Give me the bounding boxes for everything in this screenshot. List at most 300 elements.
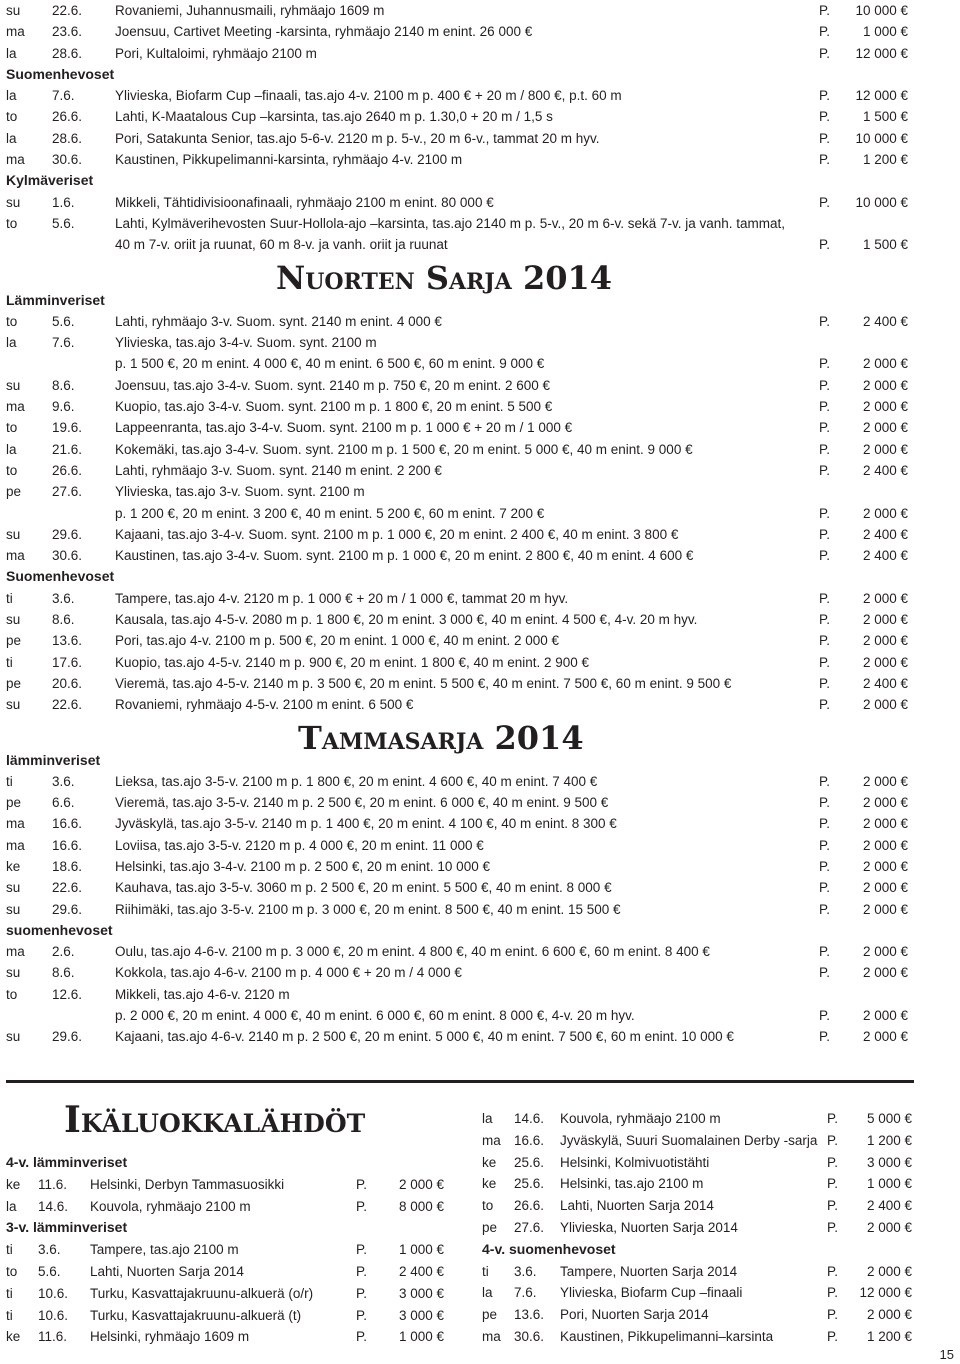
prize-amount: 2 000 € bbox=[862, 773, 908, 789]
prize-amount: 2 000 € bbox=[862, 901, 908, 917]
date: 8.6. bbox=[52, 612, 75, 628]
ikaluokka-left-column bbox=[6, 1152, 446, 1348]
date: 21.6. bbox=[52, 441, 83, 457]
weekday: su bbox=[6, 194, 21, 210]
race-description: Helsinki, Kolmivuotistähti bbox=[560, 1154, 710, 1170]
date: 22.6. bbox=[52, 880, 83, 896]
prize-amount: 2 000 € bbox=[862, 1029, 908, 1045]
race-row bbox=[6, 1283, 446, 1305]
date: 3.6. bbox=[52, 590, 75, 606]
prize-amount: 2 000 € bbox=[862, 420, 908, 436]
weekday: su bbox=[6, 901, 21, 917]
race-row bbox=[6, 652, 916, 673]
prize-label: P. bbox=[819, 505, 831, 521]
date: 7.6. bbox=[52, 88, 75, 104]
prize-label: P. bbox=[819, 3, 831, 18]
prize-label: P. bbox=[819, 901, 831, 917]
prize-amount: 2 000 € bbox=[398, 1176, 444, 1192]
race-description: Jyväskylä, Suuri Suomalainen Derby -sarja bbox=[560, 1132, 818, 1148]
prize-label: P. bbox=[819, 548, 831, 564]
section-heading: 4-v. suomenhevoset bbox=[482, 1240, 616, 1257]
weekday: ma bbox=[482, 1328, 501, 1344]
prize-amount: 1 000 € bbox=[398, 1242, 444, 1258]
prize-label: P. bbox=[819, 313, 831, 329]
prize-label: P. bbox=[356, 1285, 368, 1301]
race-row bbox=[6, 524, 916, 545]
series-title: Nuorten Sarja 2014 bbox=[276, 258, 613, 297]
prize-amount: 2 000 € bbox=[866, 1219, 912, 1235]
race-description: Vieremä, tas.ajo 4-5-v. 2140 m p. 3 500 €, 20 m enint. 5 500 €, 40 m enint. 7 500 €, 60 m enint. 9 500 € bbox=[115, 675, 732, 691]
race-description: Riihimäki, tas.ajo 3-5-v. 2100 m p. 3 000 €, 20 m enint. 8 500 €, 40 m enint. 15 500 € bbox=[115, 901, 621, 917]
weekday: to bbox=[6, 462, 18, 478]
race-row bbox=[482, 1304, 912, 1326]
prize-label: P. bbox=[356, 1307, 368, 1323]
prize-label: P. bbox=[827, 1176, 839, 1192]
race-row bbox=[6, 417, 916, 438]
divider-rule bbox=[6, 1080, 914, 1083]
prize-amount: 2 400 € bbox=[862, 462, 908, 478]
schedule-top bbox=[6, 0, 916, 1048]
race-description: Pori, Kultaloimi, ryhmäajo 2100 m bbox=[115, 45, 317, 61]
weekday: la bbox=[6, 130, 17, 146]
race-description: p. 1 200 €, 20 m enint. 3 200 €, 40 m enint. 5 200 €, 60 m enint. 7 200 € bbox=[115, 505, 545, 521]
prize-amount: 2 000 € bbox=[862, 441, 908, 457]
race-description: Kokemäki, tas.ajo 3-4-v. Suom. synt. 2100 m p. 1 500 €, 20 m enint. 5 000 €, 40 m enint. 9 000 € bbox=[115, 441, 693, 457]
date: 10.6. bbox=[38, 1307, 69, 1323]
race-row bbox=[6, 962, 916, 983]
prize-amount: 1 200 € bbox=[866, 1132, 912, 1148]
date: 16.6. bbox=[52, 837, 83, 853]
race-row bbox=[6, 332, 916, 353]
prize-amount: 1 200 € bbox=[862, 152, 908, 168]
race-row bbox=[6, 192, 916, 213]
race-row bbox=[6, 21, 916, 42]
prize-label: P. bbox=[819, 152, 831, 168]
race-row bbox=[6, 375, 916, 396]
weekday: su bbox=[6, 377, 21, 393]
race-row bbox=[6, 460, 916, 481]
prize-amount: 2 000 € bbox=[862, 356, 908, 372]
date: 30.6. bbox=[52, 152, 83, 168]
race-description: Tampere, tas.ajo 2100 m bbox=[90, 1242, 239, 1258]
date: 8.6. bbox=[52, 377, 75, 393]
race-description: Kouvola, ryhmäajo 2100 m bbox=[560, 1111, 721, 1126]
weekday: pe bbox=[482, 1307, 498, 1323]
prize-amount: 2 000 € bbox=[862, 505, 908, 521]
prize-amount: 2 400 € bbox=[862, 675, 908, 691]
prize-label: P. bbox=[819, 837, 831, 853]
weekday: ti bbox=[6, 773, 13, 789]
date: 19.6. bbox=[52, 420, 83, 436]
race-description: Lahti, K-Maatalous Cup –karsinta, tas.ajo 2640 m p. 1.30,0 + 20 m / 1,5 s bbox=[115, 109, 553, 125]
prize-amount: 1 000 € bbox=[862, 24, 908, 40]
race-description: Lahti, ryhmäajo 3-v. Suom. synt. 2140 m enint. 2 200 € bbox=[115, 462, 442, 478]
race-description: Lahti, Kylmäverihevosten Suur-Hollola-ajo –karsinta, tas.ajo 2140 m p. 5-v., 20 m 6-v. sekä 7-v. ja vanh. tammat, bbox=[115, 215, 786, 231]
race-row bbox=[6, 941, 916, 962]
prize-label: P. bbox=[819, 24, 831, 40]
date: 7.6. bbox=[52, 335, 75, 351]
race-description: Rovaniemi, Juhannusmaili, ryhmäajo 1609 m bbox=[115, 3, 385, 18]
race-row bbox=[6, 694, 916, 715]
date: 20.6. bbox=[52, 675, 83, 691]
race-row bbox=[6, 1174, 446, 1196]
prize-label: P. bbox=[827, 1285, 839, 1301]
race-row bbox=[6, 984, 916, 1005]
date: 14.6. bbox=[514, 1111, 545, 1126]
race-row bbox=[6, 609, 916, 630]
date: 6.6. bbox=[52, 795, 75, 811]
prize-amount: 12 000 € bbox=[855, 88, 908, 104]
race-description: Pori, tas.ajo 4-v. 2100 m p. 500 €, 20 m enint. 1 000 €, 40 m enint. 2 000 € bbox=[115, 633, 560, 649]
prize-label: P. bbox=[819, 420, 831, 436]
race-description: Kaustinen, Pikkupelimanni–karsinta bbox=[560, 1328, 774, 1344]
prize-label: P. bbox=[819, 1029, 831, 1045]
race-description: Kokkola, tas.ajo 4-6-v. 2100 m p. 4 000 € + 20 m / 4 000 € bbox=[115, 965, 462, 981]
weekday: to bbox=[6, 109, 18, 125]
race-row bbox=[6, 128, 916, 149]
race-description: Kaustinen, Pikkupelimanni-karsinta, ryhmäajo 4-v. 2100 m bbox=[115, 152, 463, 168]
race-row bbox=[482, 1326, 912, 1348]
prize-amount: 2 000 € bbox=[862, 965, 908, 981]
date: 3.6. bbox=[38, 1242, 61, 1258]
section-heading: Suomenhevoset bbox=[6, 65, 115, 82]
race-row bbox=[6, 813, 916, 834]
race-row bbox=[6, 1261, 446, 1283]
prize-label: P. bbox=[819, 377, 831, 393]
race-description: Tampere, Nuorten Sarja 2014 bbox=[560, 1263, 738, 1279]
prize-label: P. bbox=[819, 697, 831, 713]
weekday: su bbox=[6, 880, 21, 896]
race-description: Kuopio, tas.ajo 4-5-v. 2140 m p. 900 €, 20 m enint. 1 800 €, 40 m enint. 2 900 € bbox=[115, 654, 590, 670]
weekday: ma bbox=[6, 944, 25, 960]
race-row bbox=[6, 856, 916, 877]
date: 26.6. bbox=[52, 109, 83, 125]
race-row bbox=[6, 1326, 446, 1348]
prize-label: P. bbox=[819, 880, 831, 896]
race-description: Kajaani, tas.ajo 4-6-v. 2140 m p. 2 500 €, 20 m enint. 5 000 €, 40 m enint. 7 500 €, 60 m enint. 10 000 € bbox=[115, 1029, 734, 1045]
date: 5.6. bbox=[52, 215, 75, 231]
date: 9.6. bbox=[52, 399, 75, 415]
race-row bbox=[6, 85, 916, 106]
date: 11.6. bbox=[38, 1329, 68, 1345]
weekday: su bbox=[6, 1029, 21, 1045]
prize-amount: 1 000 € bbox=[866, 1176, 912, 1192]
race-description: Tampere, tas.ajo 4-v. 2120 m p. 1 000 € + 20 m / 1 000 €, tammat 20 m hyv. bbox=[115, 590, 569, 606]
race-row bbox=[6, 439, 916, 460]
prize-amount: 2 000 € bbox=[862, 654, 908, 670]
race-description: Vieremä, tas.ajo 3-5-v. 2140 m p. 2 500 €, 20 m enint. 6 000 €, 40 m enint. 9 500 € bbox=[115, 795, 609, 811]
prize-label: P. bbox=[819, 965, 831, 981]
prize-amount: 2 000 € bbox=[866, 1263, 912, 1279]
prize-label: P. bbox=[819, 462, 831, 478]
race-description: Pori, Nuorten Sarja 2014 bbox=[560, 1307, 709, 1323]
prize-label: P. bbox=[356, 1329, 368, 1345]
weekday: ti bbox=[6, 1285, 13, 1301]
prize-amount: 2 000 € bbox=[862, 697, 908, 713]
weekday: su bbox=[6, 697, 21, 713]
prize-label: P. bbox=[819, 795, 831, 811]
weekday: ma bbox=[482, 1132, 501, 1148]
race-description: Kaustinen, tas.ajo 3-4-v. Suom. synt. 2100 m p. 1 000 €, 20 m enint. 2 800 €, 40 m enint. 4 600 € bbox=[115, 548, 694, 564]
prize-amount: 2 400 € bbox=[862, 548, 908, 564]
prize-label: P. bbox=[819, 675, 831, 691]
race-row bbox=[6, 1239, 446, 1261]
section-heading: lämminveriset bbox=[6, 751, 101, 768]
date: 26.6. bbox=[514, 1198, 545, 1214]
prize-label: P. bbox=[819, 237, 831, 253]
race-description: Kouvola, ryhmäajo 2100 m bbox=[90, 1198, 251, 1214]
race-row bbox=[482, 1282, 912, 1304]
race-row bbox=[6, 1305, 446, 1327]
race-row bbox=[6, 588, 916, 609]
race-row bbox=[6, 630, 916, 651]
prize-label: P. bbox=[819, 130, 831, 146]
race-row bbox=[6, 149, 916, 170]
race-description: Kausala, tas.ajo 4-5-v. 2080 m p. 1 800 €, 20 m enint. 3 000 €, 40 m enint. 4 500 €, 4-v. 20 m hyv. bbox=[115, 612, 698, 628]
date: 1.6. bbox=[52, 194, 75, 210]
race-description: Ylivieska, Biofarm Cup –finaali bbox=[560, 1285, 743, 1301]
date: 5.6. bbox=[52, 313, 75, 329]
prize-amount: 2 000 € bbox=[862, 633, 908, 649]
prize-label: P. bbox=[827, 1219, 839, 1235]
race-row bbox=[6, 835, 916, 856]
prize-label: P. bbox=[819, 45, 831, 61]
weekday: pe bbox=[482, 1219, 498, 1235]
weekday: pe bbox=[6, 675, 22, 691]
race-row bbox=[6, 353, 916, 374]
section-heading: Kylmäveriset bbox=[6, 172, 94, 189]
race-description: Kuopio, tas.ajo 3-4-v. Suom. synt. 2100 m p. 1 800 €, 20 m enint. 5 500 € bbox=[115, 399, 553, 415]
weekday: ke bbox=[6, 858, 21, 874]
section-heading: Suomenhevoset bbox=[6, 568, 115, 585]
prize-amount: 3 000 € bbox=[866, 1154, 912, 1170]
race-description: Loviisa, tas.ajo 3-5-v. 2120 m p. 4 000 €, 20 m enint. 11 000 € bbox=[115, 837, 484, 853]
prize-amount: 2 400 € bbox=[862, 526, 908, 542]
race-row bbox=[6, 1196, 446, 1218]
date: 12.6. bbox=[52, 986, 83, 1002]
weekday: ti bbox=[482, 1263, 489, 1279]
weekday: ke bbox=[6, 1329, 21, 1345]
date: 14.6. bbox=[38, 1198, 69, 1214]
prize-amount: 12 000 € bbox=[855, 45, 908, 61]
race-description: Ylivieska, Nuorten Sarja 2014 bbox=[560, 1219, 738, 1235]
date: 17.6. bbox=[52, 654, 83, 670]
weekday: su bbox=[6, 965, 21, 981]
race-description: Helsinki, tas.ajo 2100 m bbox=[560, 1176, 704, 1192]
prize-label: P. bbox=[819, 633, 831, 649]
race-row bbox=[482, 1152, 912, 1174]
weekday: la bbox=[6, 88, 17, 104]
race-description: Lahti, Nuorten Sarja 2014 bbox=[560, 1198, 714, 1214]
date: 16.6. bbox=[514, 1132, 545, 1148]
prize-label: P. bbox=[827, 1263, 839, 1279]
weekday: to bbox=[6, 1263, 18, 1279]
weekday: pe bbox=[6, 484, 22, 500]
prize-label: P. bbox=[819, 399, 831, 415]
prize-label: P. bbox=[819, 441, 831, 457]
date: 27.6. bbox=[52, 484, 83, 500]
weekday: ke bbox=[482, 1154, 497, 1170]
weekday: to bbox=[6, 986, 18, 1002]
date: 26.6. bbox=[52, 462, 83, 478]
date: 8.6. bbox=[52, 965, 75, 981]
prize-amount: 2 000 € bbox=[862, 837, 908, 853]
date: 5.6. bbox=[38, 1263, 61, 1279]
prize-amount: 5 000 € bbox=[866, 1111, 912, 1126]
date: 28.6. bbox=[52, 45, 83, 61]
date: 29.6. bbox=[52, 901, 83, 917]
date: 11.6. bbox=[38, 1176, 68, 1192]
race-row bbox=[6, 234, 916, 255]
race-row bbox=[482, 1108, 912, 1130]
weekday: ma bbox=[6, 24, 25, 40]
date: 13.6. bbox=[52, 633, 83, 649]
race-description: Mikkeli, tas.ajo 4-6-v. 2120 m bbox=[115, 986, 290, 1002]
weekday: la bbox=[482, 1111, 493, 1126]
date: 23.6. bbox=[52, 24, 83, 40]
race-description: Joensuu, Cartivet Meeting -karsinta, ryhmäajo 2140 m enint. 26 000 € bbox=[115, 24, 533, 40]
race-description: Ylivieska, Biofarm Cup –finaali, tas.ajo 4-v. 2100 m p. 400 € + 20 m / 800 €, p.t. 60 m bbox=[115, 88, 622, 104]
race-description: Turku, Kasvattajakruunu-alkuerä (t) bbox=[90, 1307, 302, 1323]
weekday: su bbox=[6, 526, 21, 542]
prize-amount: 10 000 € bbox=[855, 194, 908, 210]
race-description: Lahti, Nuorten Sarja 2014 bbox=[90, 1263, 244, 1279]
race-description: Lappeenranta, tas.ajo 3-4-v. Suom. synt. 2100 m p. 1 000 € + 20 m / 1 000 € bbox=[115, 420, 573, 436]
race-row bbox=[6, 1005, 916, 1026]
weekday: ma bbox=[6, 548, 25, 564]
race-description: Kauhava, tas.ajo 3-5-v. 3060 m p. 2 500 €, 20 m enint. 5 500 €, 40 m enint. 8 000 € bbox=[115, 880, 612, 896]
race-row bbox=[482, 1217, 912, 1239]
weekday: la bbox=[6, 335, 17, 351]
race-description: Ylivieska, tas.ajo 3-4-v. Suom. synt. 2100 m bbox=[115, 335, 377, 351]
prize-label: P. bbox=[819, 654, 831, 670]
race-description: Oulu, tas.ajo 4-6-v. 2100 m p. 3 000 €, 20 m enint. 4 800 €, 40 m enint. 6 600 €, 60 m enint. 8 400 € bbox=[115, 944, 710, 960]
date: 28.6. bbox=[52, 130, 83, 146]
weekday: la bbox=[482, 1285, 493, 1301]
date: 22.6. bbox=[52, 697, 83, 713]
ikaluokka-right-column bbox=[482, 1108, 912, 1348]
race-description: Turku, Kasvattajakruunu-alkuerä (o/r) bbox=[90, 1285, 314, 1301]
prize-amount: 2 400 € bbox=[866, 1198, 912, 1214]
prize-amount: 8 000 € bbox=[398, 1198, 444, 1214]
prize-amount: 2 000 € bbox=[862, 377, 908, 393]
race-row bbox=[6, 106, 916, 127]
prize-label: P. bbox=[819, 356, 831, 372]
prize-amount: 2 000 € bbox=[862, 816, 908, 832]
race-row bbox=[6, 481, 916, 502]
weekday: pe bbox=[6, 795, 22, 811]
race-description: Rovaniemi, ryhmäajo 4-5-v. 2100 m enint. 6 500 € bbox=[115, 697, 414, 713]
prize-amount: 2 000 € bbox=[862, 880, 908, 896]
race-description: Lieksa, tas.ajo 3-5-v. 2100 m p. 1 800 €, 20 m enint. 4 600 €, 40 m enint. 7 400 € bbox=[115, 773, 598, 789]
race-description: Kajaani, tas.ajo 3-4-v. Suom. synt. 2100 m p. 1 000 €, 20 m enint. 2 400 €, 40 m enint. 3 800 € bbox=[115, 526, 679, 542]
weekday: to bbox=[482, 1198, 494, 1214]
date: 2.6. bbox=[52, 944, 75, 960]
prize-label: P. bbox=[356, 1242, 368, 1258]
prize-label: P. bbox=[827, 1328, 839, 1344]
prize-label: P. bbox=[819, 590, 831, 606]
weekday: ma bbox=[6, 152, 25, 168]
race-row bbox=[6, 213, 916, 234]
prize-amount: 3 000 € bbox=[398, 1285, 444, 1301]
race-row bbox=[482, 1173, 912, 1195]
date: 25.6. bbox=[514, 1154, 545, 1170]
date: 22.6. bbox=[52, 3, 83, 18]
prize-amount: 2 000 € bbox=[862, 590, 908, 606]
series-title: Tammasarja 2014 bbox=[298, 718, 584, 757]
prize-label: P. bbox=[827, 1111, 839, 1126]
prize-amount: 12 000 € bbox=[859, 1285, 912, 1301]
section-heading: suomenhevoset bbox=[6, 921, 113, 938]
weekday: pe bbox=[6, 633, 22, 649]
prize-label: P. bbox=[819, 194, 831, 210]
race-description: p. 1 500 €, 20 m enint. 4 000 €, 40 m enint. 6 500 €, 60 m enint. 9 000 € bbox=[115, 356, 545, 372]
prize-amount: 2 000 € bbox=[862, 1008, 908, 1024]
weekday: to bbox=[6, 215, 18, 231]
prize-label: P. bbox=[819, 858, 831, 874]
prize-amount: 3 000 € bbox=[398, 1307, 444, 1323]
weekday: ke bbox=[6, 1176, 21, 1192]
weekday: la bbox=[6, 45, 17, 61]
weekday: to bbox=[6, 313, 18, 329]
race-description: Helsinki, tas.ajo 3-4-v. 2100 m p. 2 500 €, 20 m enint. 10 000 € bbox=[115, 858, 490, 874]
race-row bbox=[482, 1130, 912, 1152]
date: 27.6. bbox=[514, 1219, 545, 1235]
date: 25.6. bbox=[514, 1176, 545, 1192]
section-heading: Lämminveriset bbox=[6, 291, 105, 308]
race-description: Jyväskylä, tas.ajo 3-5-v. 2140 m p. 1 400 €, 20 m enint. 4 100 €, 40 m enint. 8 300 € bbox=[115, 816, 617, 832]
prize-label: P. bbox=[827, 1132, 839, 1148]
weekday: ma bbox=[6, 816, 25, 832]
section-heading: 3-v. lämminveriset bbox=[6, 1219, 128, 1236]
race-row bbox=[6, 311, 916, 332]
weekday: la bbox=[6, 441, 17, 457]
section-heading: 4-v. lämminveriset bbox=[6, 1154, 128, 1170]
prize-amount: 2 000 € bbox=[862, 858, 908, 874]
race-row bbox=[6, 43, 916, 64]
prize-label: P. bbox=[827, 1154, 839, 1170]
weekday: ti bbox=[6, 1242, 13, 1258]
race-row bbox=[6, 673, 916, 694]
prize-label: P. bbox=[819, 526, 831, 542]
weekday: la bbox=[6, 1198, 17, 1214]
race-row bbox=[6, 1026, 916, 1047]
prize-amount: 1 500 € bbox=[862, 109, 908, 125]
prize-label: P. bbox=[819, 109, 831, 125]
race-description: Helsinki, Derbyn Tammasuosikki bbox=[90, 1176, 285, 1192]
date: 7.6. bbox=[514, 1285, 537, 1301]
date: 10.6. bbox=[38, 1285, 69, 1301]
prize-amount: 1 200 € bbox=[866, 1328, 912, 1344]
prize-label: P. bbox=[819, 816, 831, 832]
race-row bbox=[6, 0, 916, 21]
date: 18.6. bbox=[52, 858, 83, 874]
weekday: su bbox=[6, 3, 21, 18]
race-row bbox=[482, 1195, 912, 1217]
prize-amount: 10 000 € bbox=[855, 130, 908, 146]
weekday: ke bbox=[482, 1176, 497, 1192]
weekday: ma bbox=[6, 837, 25, 853]
prize-amount: 1 500 € bbox=[862, 237, 908, 253]
prize-amount: 2 000 € bbox=[862, 612, 908, 628]
prize-label: P. bbox=[356, 1176, 368, 1192]
race-row bbox=[6, 771, 916, 792]
prize-label: P. bbox=[356, 1198, 368, 1214]
race-description: 40 m 7-v. oriit ja ruunat, 60 m 8-v. ja vanh. oriit ja ruunat bbox=[115, 237, 448, 253]
prize-amount: 1 000 € bbox=[398, 1329, 444, 1345]
prize-amount: 2 000 € bbox=[862, 944, 908, 960]
date: 30.6. bbox=[514, 1328, 545, 1344]
